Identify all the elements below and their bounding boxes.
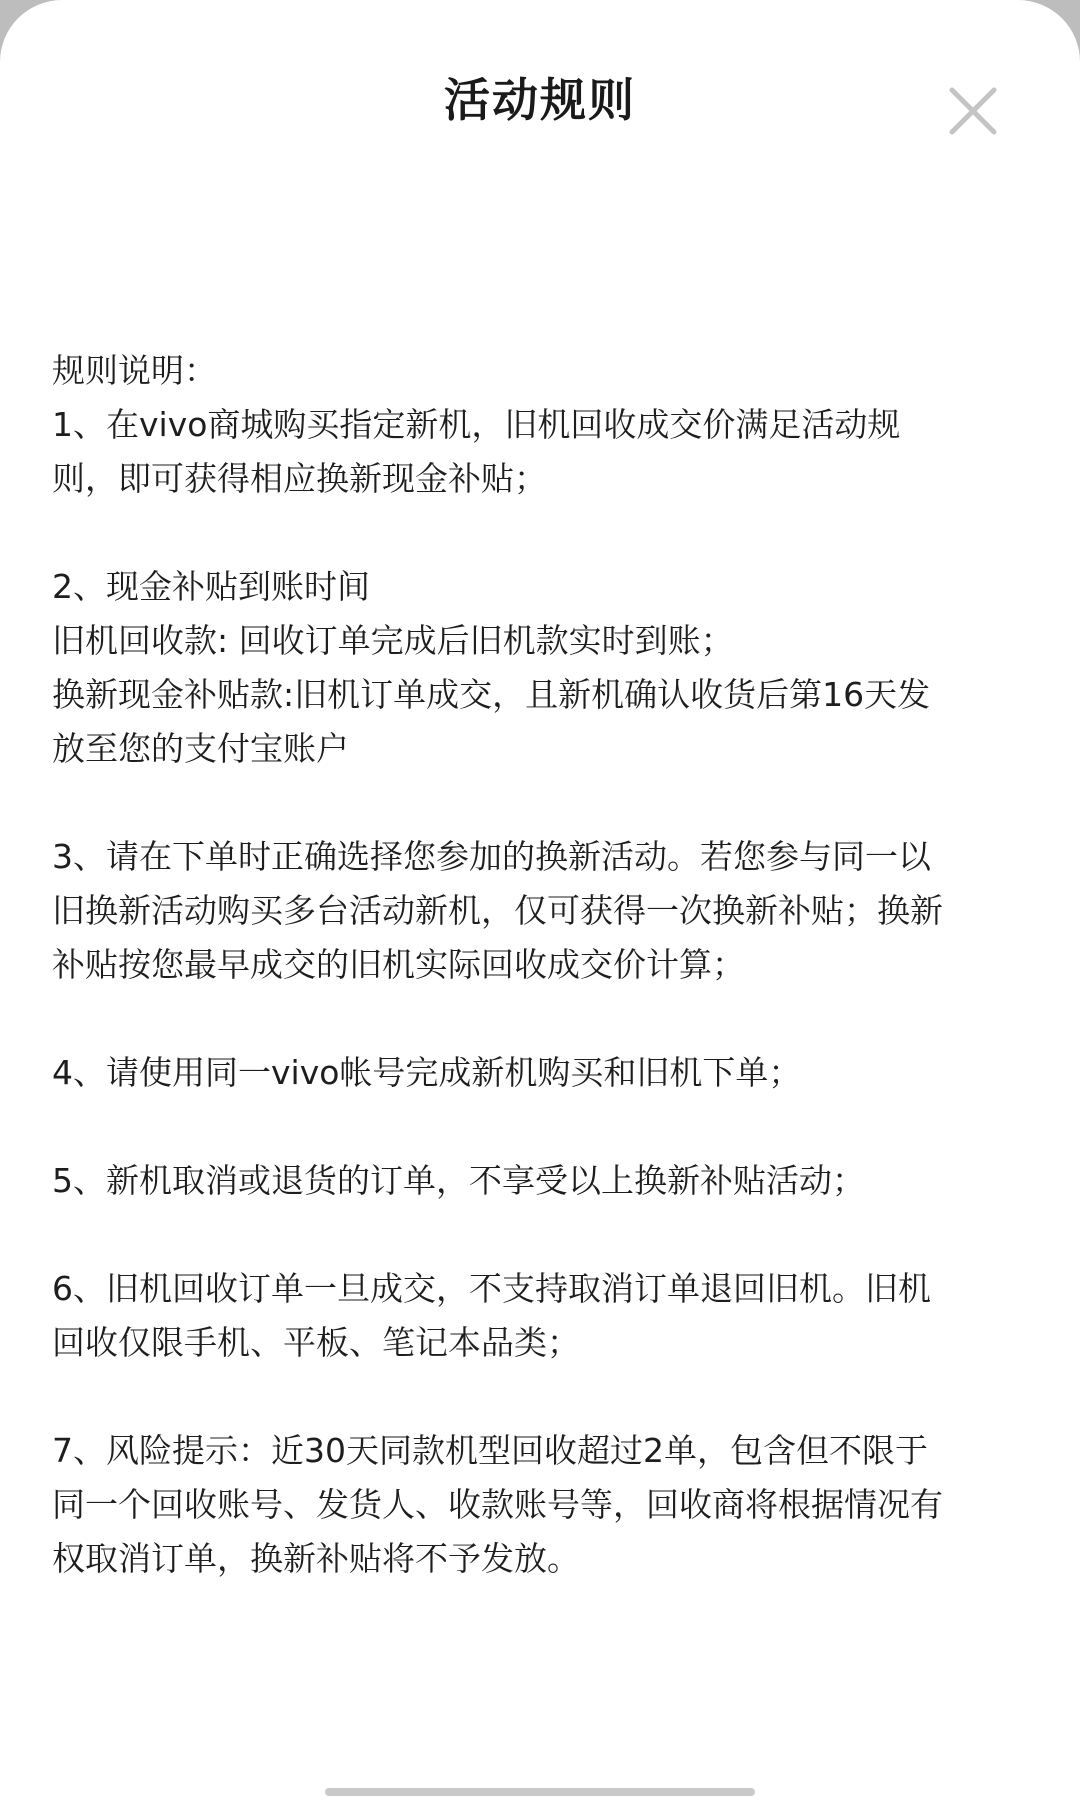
spacer — [52, 1208, 1032, 1262]
spacer — [52, 776, 1032, 830]
spacer — [52, 1100, 1032, 1154]
rule-line: 5、新机取消或退货的订单，不享受以上换新补贴活动； — [52, 1161, 865, 1200]
rule-line: 7、风险提示：近30天同款机型回收超过2单，包含但不限于 — [52, 1431, 928, 1470]
rule-line: 旧换新活动购买多台活动新机，仅可获得一次换新补贴；换新 — [52, 891, 943, 930]
rule-line: 换新现金补贴款:旧机订单成交，且新机确认收货后第16天发 — [52, 675, 931, 714]
rules-content — [52, 344, 1032, 1586]
rule-line: 旧机回收款: 回收订单完成后旧机款实时到账； — [52, 621, 734, 660]
rule-item-2 — [52, 560, 1032, 776]
rule-line: 4、请使用同一vivo帐号完成新机购买和旧机下单； — [52, 1053, 802, 1092]
rule-line: 权取消订单，换新补贴将不予发放。 — [52, 1539, 580, 1578]
rule-line: 1、在vivo商城购买指定新机，旧机回收成交价满足活动规 — [52, 405, 901, 444]
rule-line: 6、旧机回收订单一旦成交，不支持取消订单退回旧机。旧机 — [52, 1269, 931, 1308]
close-button[interactable] — [938, 76, 1008, 146]
dialog-title: 活动规则 — [444, 73, 636, 127]
rule-line: 2、现金补贴到账时间 — [52, 567, 370, 606]
rule-line: 回收仅限手机、平板、笔记本品类； — [52, 1323, 580, 1362]
rule-item-7 — [52, 1424, 1032, 1586]
rule-line: 放至您的支付宝账户 — [52, 729, 349, 768]
rule-line: 补贴按您最早成交的旧机实际回收成交价计算； — [52, 945, 745, 984]
spacer — [52, 1370, 1032, 1424]
rule-item-4 — [52, 1046, 1032, 1100]
rule-item-1 — [52, 398, 1032, 506]
rule-item-5 — [52, 1154, 1032, 1208]
rule-line: 同一个回收账号、发货人、收款账号等，回收商将根据情况有 — [52, 1485, 943, 1524]
rule-item-3 — [52, 830, 1032, 992]
close-icon[interactable] — [938, 76, 1008, 146]
spacer — [52, 506, 1032, 560]
home-indicator[interactable] — [325, 1788, 755, 1796]
rule-line: 则，即可获得相应换新现金补贴； — [52, 459, 547, 498]
spacer — [52, 992, 1032, 1046]
rule-line: 3、请在下单时正确选择您参加的换新活动。若您参与同一以 — [52, 837, 931, 876]
rules-heading: 规则说明： — [52, 351, 217, 390]
rule-item-6 — [52, 1262, 1032, 1370]
